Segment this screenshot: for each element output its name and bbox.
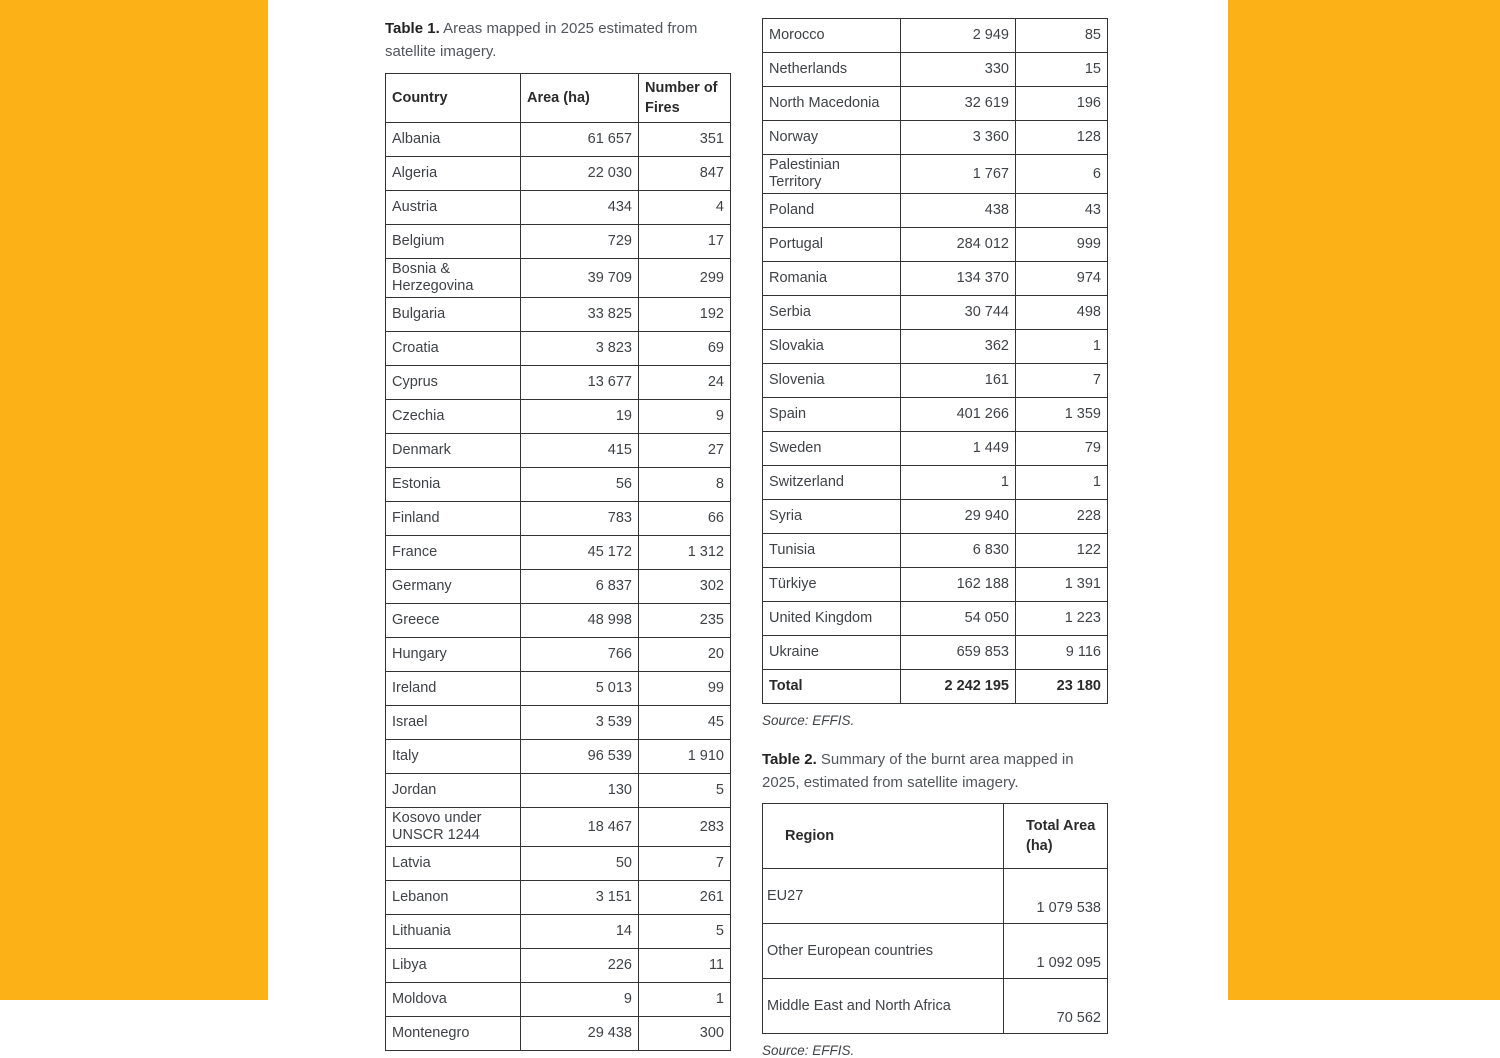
area-cell: 2 242 195 (901, 670, 1016, 704)
fires-cell: 9 (639, 400, 731, 434)
area-cell: 3 151 (521, 881, 639, 915)
area-cell: 3 539 (521, 706, 639, 740)
fires-cell: 24 (639, 366, 731, 400)
fires-cell: 974 (1016, 262, 1108, 296)
area-cell: 33 825 (521, 298, 639, 332)
fires-cell: 498 (1016, 296, 1108, 330)
table1-header-area: Area (ha) (521, 74, 639, 123)
area-cell: 134 370 (901, 262, 1016, 296)
area-cell: 22 030 (521, 157, 639, 191)
fires-cell: 1 (639, 983, 731, 1017)
area-cell: 30 744 (901, 296, 1016, 330)
area-cell: 56 (521, 468, 639, 502)
table-row (386, 123, 731, 157)
table1-source: Source: EFFIS. (762, 713, 855, 728)
country-cell: Switzerland (763, 466, 901, 500)
table2 (762, 803, 1108, 1034)
country-cell: Lithuania (386, 915, 521, 949)
fires-cell: 20 (639, 638, 731, 672)
fires-cell: 351 (639, 123, 731, 157)
country-cell: Türkiye (763, 568, 901, 602)
table-row (763, 330, 1108, 364)
area-cell: 162 188 (901, 568, 1016, 602)
area-cell: 32 619 (901, 87, 1016, 121)
table-row (386, 570, 731, 604)
fires-cell: 9 116 (1016, 636, 1108, 670)
area-cell: 2 949 (901, 19, 1016, 53)
table1-caption (385, 17, 731, 63)
table-row (763, 398, 1108, 432)
table-row (386, 983, 731, 1017)
country-cell: Tunisia (763, 534, 901, 568)
total-cell: 70 562 (1004, 979, 1108, 1034)
table-row (386, 774, 731, 808)
fires-cell: 45 (639, 706, 731, 740)
country-cell: Montenegro (386, 1017, 521, 1051)
table-row (763, 121, 1108, 155)
area-cell: 39 709 (521, 259, 639, 298)
area-cell: 362 (901, 330, 1016, 364)
total-cell: 1 092 095 (1004, 924, 1108, 979)
table-row (386, 502, 731, 536)
country-cell: Slovenia (763, 364, 901, 398)
table-row (386, 191, 731, 225)
table-row (386, 157, 731, 191)
fires-cell: 15 (1016, 53, 1108, 87)
country-cell: Sweden (763, 432, 901, 466)
area-cell: 6 837 (521, 570, 639, 604)
fires-cell: 17 (639, 225, 731, 259)
table1-caption-label: Table 1. (385, 20, 440, 37)
area-cell: 330 (901, 53, 1016, 87)
area-cell: 50 (521, 847, 639, 881)
country-cell: Morocco (763, 19, 901, 53)
fires-cell: 261 (639, 881, 731, 915)
country-cell: Libya (386, 949, 521, 983)
fires-cell: 7 (1016, 364, 1108, 398)
fires-cell: 1 359 (1016, 398, 1108, 432)
area-cell: 3 823 (521, 332, 639, 366)
table-row (386, 1017, 731, 1051)
area-cell: 54 050 (901, 602, 1016, 636)
area-cell: 161 (901, 364, 1016, 398)
table-row (763, 924, 1108, 979)
table-row (386, 808, 731, 847)
table1-header-country: Country (386, 74, 521, 123)
table-row (386, 366, 731, 400)
table1-left-column (385, 17, 731, 1051)
country-cell: Latvia (386, 847, 521, 881)
country-cell: France (386, 536, 521, 570)
fires-cell: 66 (639, 502, 731, 536)
table2-header-row (763, 804, 1108, 869)
area-cell: 783 (521, 502, 639, 536)
table-row (763, 568, 1108, 602)
country-cell: Croatia (386, 332, 521, 366)
country-cell: Hungary (386, 638, 521, 672)
country-cell: Ireland (386, 672, 521, 706)
table-row (386, 638, 731, 672)
country-cell: United Kingdom (763, 602, 901, 636)
country-cell: Denmark (386, 434, 521, 468)
country-cell: Algeria (386, 157, 521, 191)
area-cell: 61 657 (521, 123, 639, 157)
table2-body (763, 869, 1108, 1034)
area-cell: 18 467 (521, 808, 639, 847)
table2-caption-label: Table 2. (762, 751, 817, 768)
country-cell: Portugal (763, 228, 901, 262)
table-row (386, 604, 731, 638)
country-cell: Palestinian Territory (763, 155, 901, 194)
fires-cell: 27 (639, 434, 731, 468)
country-cell: Total (763, 670, 901, 704)
region-cell: Other European countries (763, 924, 1004, 979)
country-cell: Greece (386, 604, 521, 638)
area-cell: 6 830 (901, 534, 1016, 568)
table-row (386, 536, 731, 570)
table-row (763, 432, 1108, 466)
fires-cell: 85 (1016, 19, 1108, 53)
table-row (763, 534, 1108, 568)
table1-right (762, 18, 1108, 704)
country-cell: North Macedonia (763, 87, 901, 121)
table-row (386, 259, 731, 298)
country-cell: Germany (386, 570, 521, 604)
table-row (386, 706, 731, 740)
table-row (763, 979, 1108, 1034)
table-row (763, 262, 1108, 296)
total-cell: 1 079 538 (1004, 869, 1108, 924)
fires-cell: 43 (1016, 194, 1108, 228)
table-row (386, 468, 731, 502)
country-cell: Israel (386, 706, 521, 740)
country-cell: Slovakia (763, 330, 901, 364)
area-cell: 729 (521, 225, 639, 259)
area-cell: 96 539 (521, 740, 639, 774)
fires-cell: 228 (1016, 500, 1108, 534)
table-row (763, 500, 1108, 534)
fires-cell: 196 (1016, 87, 1108, 121)
country-cell: Romania (763, 262, 901, 296)
fires-cell: 69 (639, 332, 731, 366)
table1-right-column (762, 18, 1108, 1058)
table-row (386, 949, 731, 983)
table-row (386, 881, 731, 915)
area-cell: 1 449 (901, 432, 1016, 466)
fires-cell: 4 (639, 191, 731, 225)
country-cell: Poland (763, 194, 901, 228)
fires-cell: 1 (1016, 466, 1108, 500)
table-row (763, 228, 1108, 262)
table2-header-total-area: Total Area (ha) (1004, 804, 1108, 869)
fires-cell: 6 (1016, 155, 1108, 194)
table-row (386, 298, 731, 332)
table-row (386, 434, 731, 468)
fires-cell: 1 910 (639, 740, 731, 774)
table-row (763, 602, 1108, 636)
country-cell: Moldova (386, 983, 521, 1017)
area-cell: 659 853 (901, 636, 1016, 670)
table-row (386, 332, 731, 366)
area-cell: 9 (521, 983, 639, 1017)
fires-cell: 999 (1016, 228, 1108, 262)
country-cell: Bosnia & Herzegovina (386, 259, 521, 298)
fires-cell: 847 (639, 157, 731, 191)
table-row (763, 53, 1108, 87)
country-cell: Norway (763, 121, 901, 155)
region-cell: EU27 (763, 869, 1004, 924)
table-row (763, 869, 1108, 924)
table-row (763, 19, 1108, 53)
area-cell: 14 (521, 915, 639, 949)
table-row (386, 915, 731, 949)
country-cell: Bulgaria (386, 298, 521, 332)
country-cell: Finland (386, 502, 521, 536)
table2-caption-text: Summary of the burnt area mapped in 2025, estimated from satellite imagery. (762, 751, 1074, 791)
fires-cell: 122 (1016, 534, 1108, 568)
fires-cell: 5 (639, 915, 731, 949)
table-row (763, 296, 1108, 330)
country-cell: Austria (386, 191, 521, 225)
fires-cell: 23 180 (1016, 670, 1108, 704)
table-row (386, 847, 731, 881)
area-cell: 401 266 (901, 398, 1016, 432)
area-cell: 5 013 (521, 672, 639, 706)
area-cell: 48 998 (521, 604, 639, 638)
table-row (763, 194, 1108, 228)
fires-cell: 11 (639, 949, 731, 983)
area-cell: 226 (521, 949, 639, 983)
left-margin-band (0, 0, 268, 1000)
area-cell: 434 (521, 191, 639, 225)
country-cell: Serbia (763, 296, 901, 330)
fires-cell: 8 (639, 468, 731, 502)
fires-cell: 192 (639, 298, 731, 332)
table1-left-body (386, 123, 731, 1051)
fires-cell: 79 (1016, 432, 1108, 466)
country-cell: Jordan (386, 774, 521, 808)
table2-source: Source: EFFIS. (762, 1043, 855, 1058)
area-cell: 766 (521, 638, 639, 672)
area-cell: 29 438 (521, 1017, 639, 1051)
fires-cell: 128 (1016, 121, 1108, 155)
area-cell: 3 360 (901, 121, 1016, 155)
fires-cell: 1 312 (639, 536, 731, 570)
country-cell: Cyprus (386, 366, 521, 400)
table1-left (385, 73, 731, 1051)
table2-caption (762, 748, 1108, 794)
fires-cell: 299 (639, 259, 731, 298)
fires-cell: 5 (639, 774, 731, 808)
table2-header-region: Region (763, 804, 1004, 869)
table-row (763, 670, 1108, 704)
area-cell: 13 677 (521, 366, 639, 400)
fires-cell: 7 (639, 847, 731, 881)
country-cell: Spain (763, 398, 901, 432)
table-row (386, 672, 731, 706)
area-cell: 438 (901, 194, 1016, 228)
region-cell: Middle East and North Africa (763, 979, 1004, 1034)
country-cell: Kosovo under UNSCR 1244 (386, 808, 521, 847)
fires-cell: 1 223 (1016, 602, 1108, 636)
country-cell: Syria (763, 500, 901, 534)
country-cell: Czechia (386, 400, 521, 434)
table-row (386, 400, 731, 434)
table-row (386, 740, 731, 774)
area-cell: 1 (901, 466, 1016, 500)
table-row (763, 636, 1108, 670)
fires-cell: 99 (639, 672, 731, 706)
fires-cell: 1 391 (1016, 568, 1108, 602)
fires-cell: 235 (639, 604, 731, 638)
table1-header-fires: Number of Fires (639, 74, 731, 123)
country-cell: Netherlands (763, 53, 901, 87)
fires-cell: 302 (639, 570, 731, 604)
area-cell: 1 767 (901, 155, 1016, 194)
table-row (763, 466, 1108, 500)
fires-cell: 283 (639, 808, 731, 847)
area-cell: 284 012 (901, 228, 1016, 262)
fires-cell: 1 (1016, 330, 1108, 364)
table1-caption-text: Areas mapped in 2025 estimated from satellite imagery. (385, 20, 698, 60)
area-cell: 45 172 (521, 536, 639, 570)
right-margin-band (1228, 0, 1500, 1000)
area-cell: 130 (521, 774, 639, 808)
area-cell: 415 (521, 434, 639, 468)
country-cell: Belgium (386, 225, 521, 259)
table-row (763, 364, 1108, 398)
country-cell: Albania (386, 123, 521, 157)
country-cell: Ukraine (763, 636, 901, 670)
country-cell: Lebanon (386, 881, 521, 915)
table-row (763, 155, 1108, 194)
country-cell: Italy (386, 740, 521, 774)
table1-header-row (386, 74, 731, 123)
table-row (386, 225, 731, 259)
area-cell: 29 940 (901, 500, 1016, 534)
fires-cell: 300 (639, 1017, 731, 1051)
table-row (763, 87, 1108, 121)
country-cell: Estonia (386, 468, 521, 502)
area-cell: 19 (521, 400, 639, 434)
table1-right-body (763, 19, 1108, 704)
